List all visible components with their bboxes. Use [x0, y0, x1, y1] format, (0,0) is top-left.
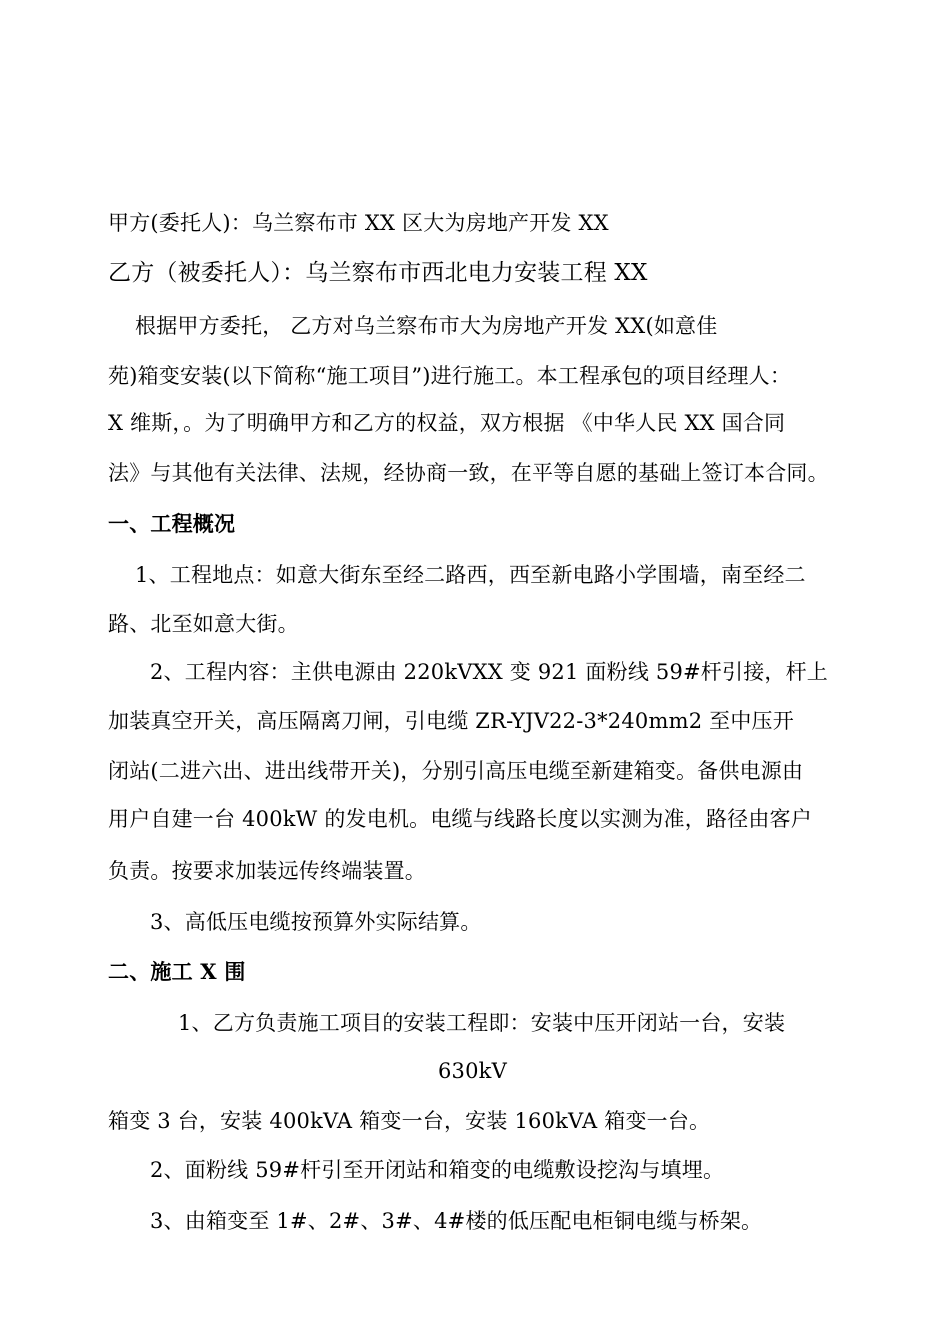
item-line: 1、工程地点：如意大街东至经二路西，西至新电路小学围墙，南至经二 [135, 563, 806, 587]
item-line: 3、由箱变至 1#、2#、3#、4#楼的低压配电柜铜电缆与桥架。 [150, 1209, 763, 1233]
item-line: 2、面粉线 59#杆引至开闭站和箱变的电缆敷设挖沟与填埋。 [150, 1158, 725, 1182]
item-line: 630kV [438, 1059, 507, 1083]
party-a-line: 甲方(委托人)：乌兰察布市 XX 区大为房地产开发 XX [108, 211, 609, 235]
item-line: 负责。按要求加装远传终端装置。 [108, 859, 426, 883]
item-line: 加装真空开关，高压隔离刀闸，引电缆 ZR-YJV22-3*240mm2 至中压开 [108, 709, 794, 733]
item-line: 闭站(二进六出、进出线带开关)，分别引高压电缆至新建箱变。备供电源由 [108, 759, 804, 783]
section-heading: 一、工程概况 [108, 511, 236, 536]
item-line: 1、乙方负责施工项目的安装工程即：安装中压开闭站一台，安装 [178, 1011, 786, 1035]
item-line: 路、北至如意大街。 [108, 612, 299, 636]
preamble-line: X 维斯，。为了明确甲方和乙方的权益，双方根据 《中华人民 XX 国合同 [108, 411, 786, 435]
item-line: 箱变 3 台，安装 400kVA 箱变一台，安装 160kVA 箱变一台。 [108, 1109, 711, 1133]
item-line: 3、高低压电缆按预算外实际结算。 [150, 910, 482, 934]
preamble-line: 苑)箱变安装(以下简称“施工项目”)进行施工。本工程承包的项目经理人： [108, 364, 792, 388]
preamble-line: 法》与其他有关法律、法规，经协商一致，在平等自愿的基础上签订本合同。 [108, 461, 829, 485]
item-line: 用户自建一台 400kW 的发电机。电缆与线路长度以实测为准，路径由客户 [108, 807, 812, 831]
section-heading: 二、施工 X 围 [108, 959, 246, 984]
party-b-line: 乙方（被委托人）：乌兰察布市西北电力安装工程 XX [108, 260, 648, 286]
preamble-line: 根据甲方委托， 乙方对乌兰察布市大为房地产开发 XX(如意佳 [135, 314, 718, 338]
item-line: 2、工程内容：主供电源由 220kVXX 变 921 面粉线 59#杆引接，杆上 [150, 660, 829, 684]
